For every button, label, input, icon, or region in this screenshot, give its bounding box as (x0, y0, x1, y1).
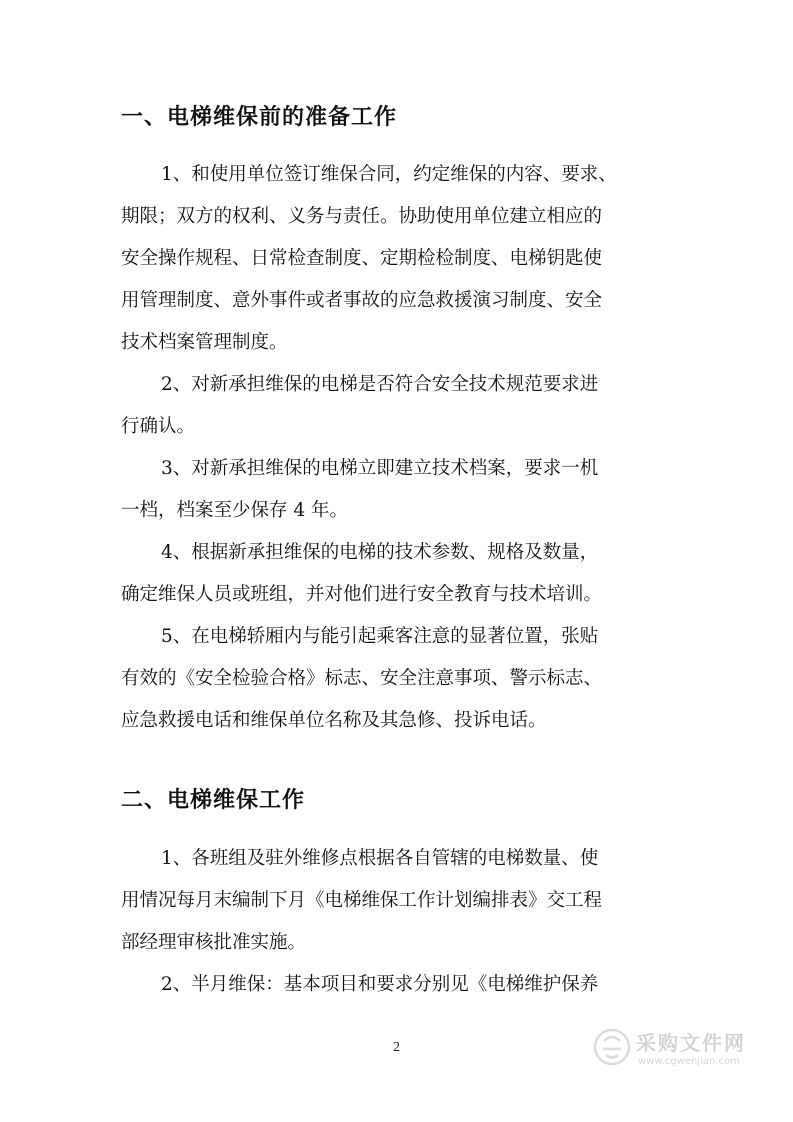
text-line: 用情况每月末编制下月《电梯维保工作计划编排表》交工程 (121, 890, 603, 911)
text-line: 安全操作规程、日常检查制度、定期检检制度、电梯钥匙使 (121, 248, 603, 269)
text-line: 2、半月维保：基本项目和要求分别见《电梯维护保养 (161, 974, 599, 995)
watermark (592, 1025, 762, 1073)
section-1-paragraph-5 (121, 616, 677, 742)
text-line: 用管理制度、意外事件或者事故的应急救援演习制度、安全 (121, 290, 603, 311)
section-2-paragraph-2 (121, 964, 677, 1006)
text-line: 期限；双方的权利、义务与责任。协助使用单位建立相应的 (121, 206, 603, 227)
section-1-paragraph-3 (121, 448, 677, 532)
text-line: 1、和使用单位签订维保合同，约定维保的内容、要求、 (161, 164, 617, 185)
section-1-paragraph-4 (121, 532, 677, 616)
text-line: 部经理审核批准实施。 (121, 932, 307, 953)
text-line: 4、根据新承担维保的电梯的技术参数、规格及数量， (161, 542, 599, 563)
text-line: 有效的《安全检验合格》标志、安全注意事项、警示标志、 (121, 668, 603, 689)
text-line: 应急救援电话和维保单位名称及其急修、投诉电话。 (121, 710, 547, 731)
section-1-paragraph-1 (121, 154, 677, 364)
section-2-heading: 二、电梯维保工作 (121, 787, 306, 813)
text-line: 3、对新承担维保的电梯立即建立技术档案，要求一机 (161, 458, 599, 479)
text-line: 1、各班组及驻外维修点根据各自管辖的电梯数量、使 (161, 848, 599, 869)
text-line: 行确认。 (121, 416, 196, 437)
text-line: 确定维保人员或班组，并对他们进行安全教育与技术培训。 (121, 584, 603, 605)
watermark-url: www.cgwenjian.com (638, 1056, 740, 1067)
page-number: 2 (393, 1040, 400, 1055)
watermark-name: 采购文件网 (636, 1031, 746, 1055)
watermark-logo-icon (592, 1027, 632, 1067)
text-line: 2、对新承担维保的电梯是否符合安全技术规范要求进 (161, 374, 599, 395)
section-1-paragraph-2 (121, 364, 677, 448)
text-line: 技术档案管理制度。 (121, 332, 288, 353)
text-line: 5、在电梯轿厢内与能引起乘客注意的显著位置，张贴 (161, 626, 599, 647)
section-1-heading: 一、电梯维保前的准备工作 (121, 104, 398, 130)
text-line: 一档，档案至少保存 4 年。 (121, 500, 349, 521)
section-2-paragraph-1 (121, 838, 677, 964)
